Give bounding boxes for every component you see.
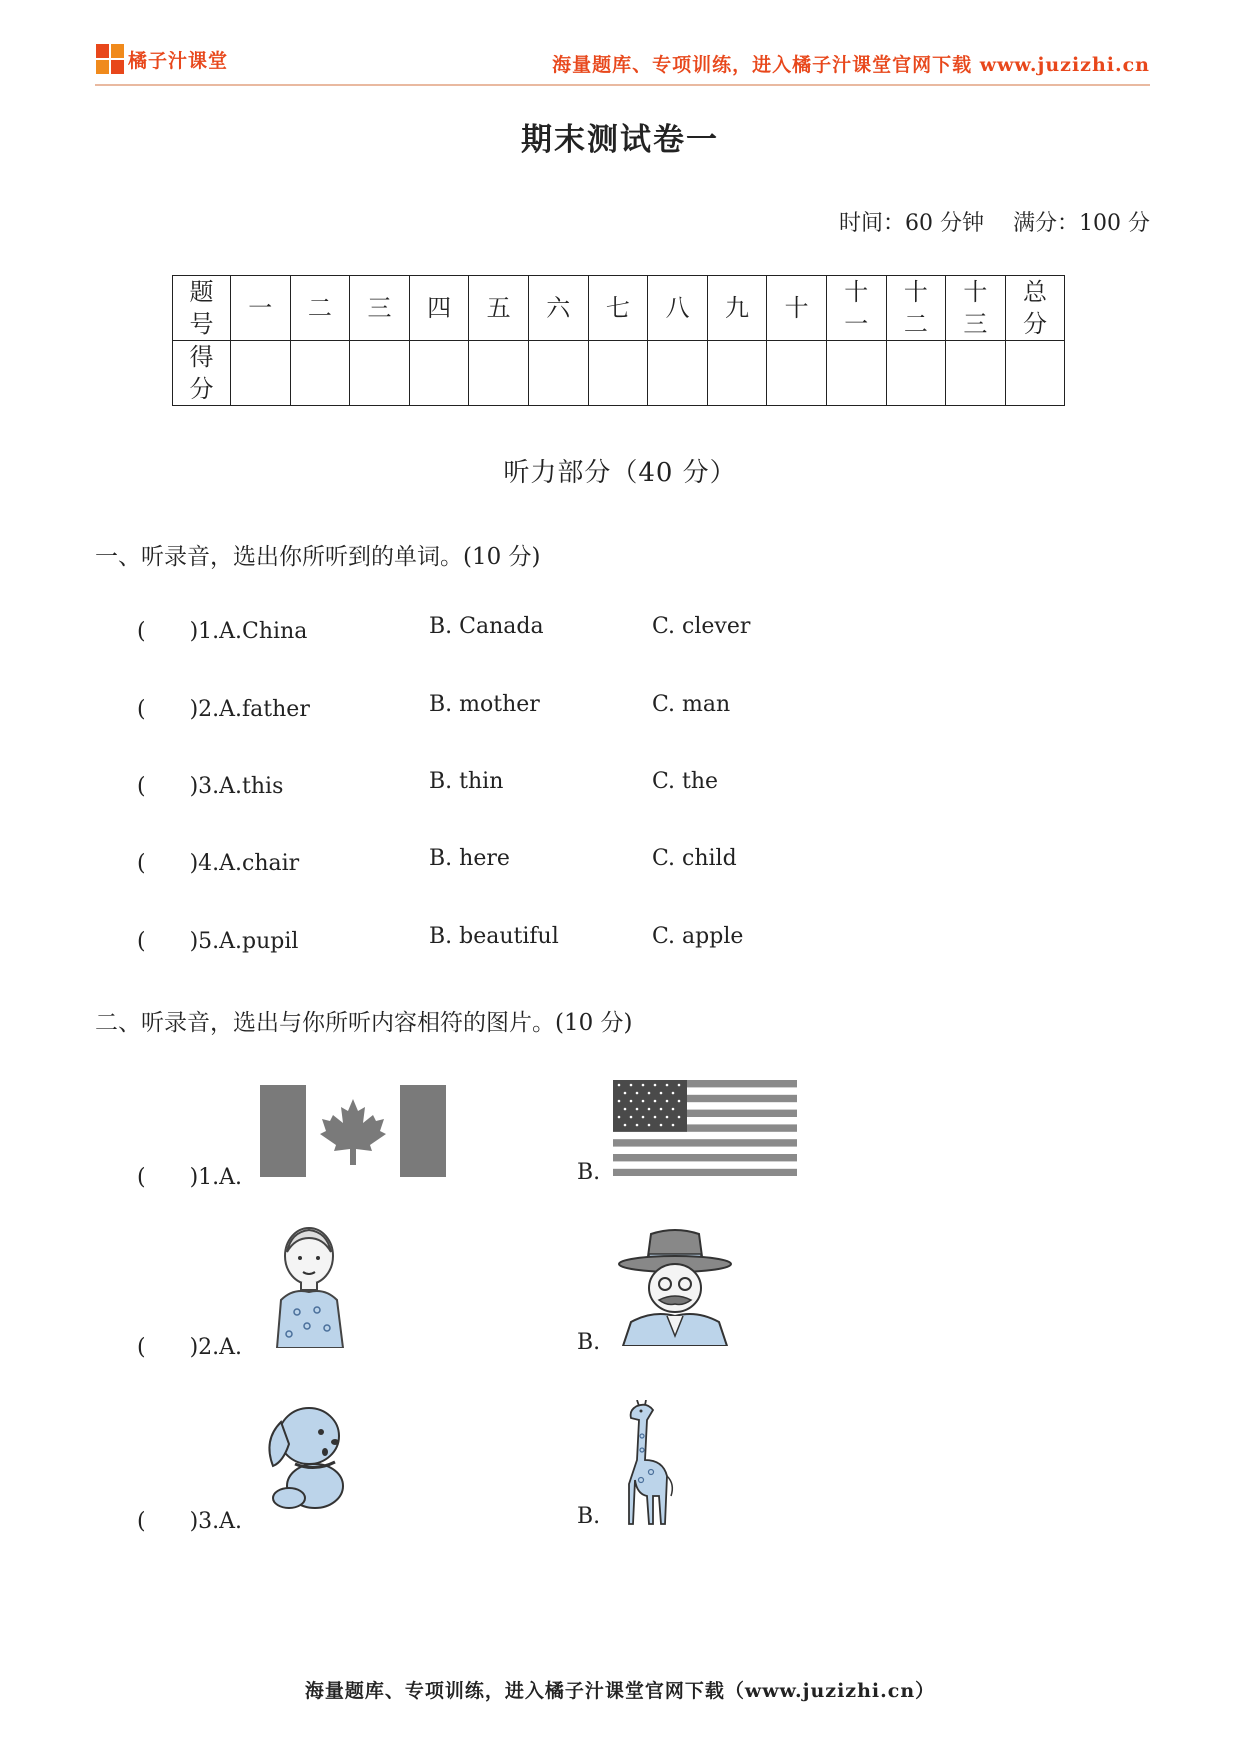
q1-item-number[interactable]: ( )3.A.this: [137, 774, 284, 799]
q2-option-b: B.: [577, 1330, 601, 1355]
q1-option-c: C. the: [652, 769, 719, 794]
score-cell[interactable]: [1005, 341, 1065, 406]
score-table-score-row: [173, 341, 1065, 406]
q1-option-c: C. child: [652, 846, 737, 871]
score-col-13: 十 三: [946, 276, 1006, 341]
score-col-6: 六: [528, 276, 588, 341]
q2-item-number[interactable]: ( )3.A.: [137, 1509, 243, 1534]
section-title: 听力部分（40 分）: [503, 458, 737, 488]
score-col-12: 十 二: [886, 276, 946, 341]
score-col-3: 三: [350, 276, 410, 341]
question-2-heading: 二、听录音，选出与你所听内容相符的图片。(10 分): [95, 1010, 633, 1036]
q2-item: [137, 1080, 937, 1190]
q1-item: [137, 924, 937, 954]
score-cell[interactable]: [588, 341, 648, 406]
question-1-heading: 一、听录音，选出你所听到的单词。(10 分): [95, 544, 541, 570]
score-cell[interactable]: [409, 341, 469, 406]
grandmother-icon: [267, 1226, 351, 1348]
score-row-label: 得 分: [173, 341, 231, 406]
logo: [96, 44, 228, 74]
footer[interactable]: 海量题库、专项训练，进入橘子汁课堂官网下载（www.juzizhi.cn）: [304, 1680, 936, 1702]
score-cell[interactable]: [648, 341, 708, 406]
q1-item: [137, 614, 937, 644]
giraffe-icon: [623, 1400, 679, 1528]
score-cell[interactable]: [826, 341, 886, 406]
q1-item-number[interactable]: ( )4.A.chair: [137, 851, 300, 876]
usa-flag-icon: [613, 1080, 797, 1176]
q1-item-number[interactable]: ( )5.A.pupil: [137, 929, 299, 954]
score-table: [172, 275, 1065, 406]
q1-option-b: B. thin: [429, 769, 504, 794]
q2-item: [137, 1226, 937, 1360]
score-cell[interactable]: [886, 341, 946, 406]
score-cell[interactable]: [528, 341, 588, 406]
q1-item-number[interactable]: ( )2.A.father: [137, 697, 310, 722]
q2-item-number[interactable]: ( )1.A.: [137, 1165, 243, 1190]
score-cell[interactable]: [231, 341, 291, 406]
header-divider: [95, 84, 1150, 86]
header-slogan[interactable]: 海量题库、专项训练，进入橘子汁课堂官网下载 www.juzizhi.cn: [552, 54, 1150, 76]
q1-item: [137, 846, 937, 876]
q2-option-b: B.: [577, 1504, 601, 1529]
q1-option-b: B. beautiful: [429, 924, 559, 949]
exam-meta: 时间：60 分钟 满分：100 分: [839, 211, 1150, 236]
score-table-header-row: [173, 276, 1065, 341]
score-col-9: 九: [707, 276, 767, 341]
score-col-10: 十: [767, 276, 827, 341]
score-col-8: 八: [648, 276, 708, 341]
q1-item: [137, 692, 937, 722]
score-cell[interactable]: [707, 341, 767, 406]
q1-option-b: B. mother: [429, 692, 540, 717]
q1-option-c: C. clever: [652, 614, 751, 639]
logo-text: 橘子汁课堂: [128, 49, 229, 72]
q1-item: [137, 769, 937, 799]
score-cell[interactable]: [767, 341, 827, 406]
q1-item-number[interactable]: ( )1.A.China: [137, 619, 308, 644]
q1-option-b: B. Canada: [429, 614, 544, 639]
score-cell[interactable]: [469, 341, 529, 406]
q1-option-c: C. apple: [652, 924, 744, 949]
score-col-1: 一: [231, 276, 291, 341]
score-col-11: 十 一: [826, 276, 886, 341]
score-cell[interactable]: [946, 341, 1006, 406]
score-cell[interactable]: [290, 341, 350, 406]
score-cell[interactable]: [350, 341, 410, 406]
q2-option-b: B.: [577, 1160, 601, 1185]
q1-option-c: C. man: [652, 692, 731, 717]
grandfather-icon: [617, 1226, 735, 1346]
q1-option-b: B. here: [429, 846, 510, 871]
score-col-5: 五: [469, 276, 529, 341]
score-col-total: 总 分: [1005, 276, 1065, 341]
score-col-4: 四: [409, 276, 469, 341]
score-col-2: 二: [290, 276, 350, 341]
canada-flag-icon: [260, 1085, 446, 1177]
q2-item-number[interactable]: ( )2.A.: [137, 1335, 243, 1360]
page-title: 期末测试卷一: [521, 122, 719, 158]
score-header-label: 题 号: [173, 276, 231, 341]
score-col-7: 七: [588, 276, 648, 341]
q2-item: [137, 1400, 937, 1540]
dog-icon: [259, 1400, 351, 1512]
logo-icon: [96, 44, 124, 74]
